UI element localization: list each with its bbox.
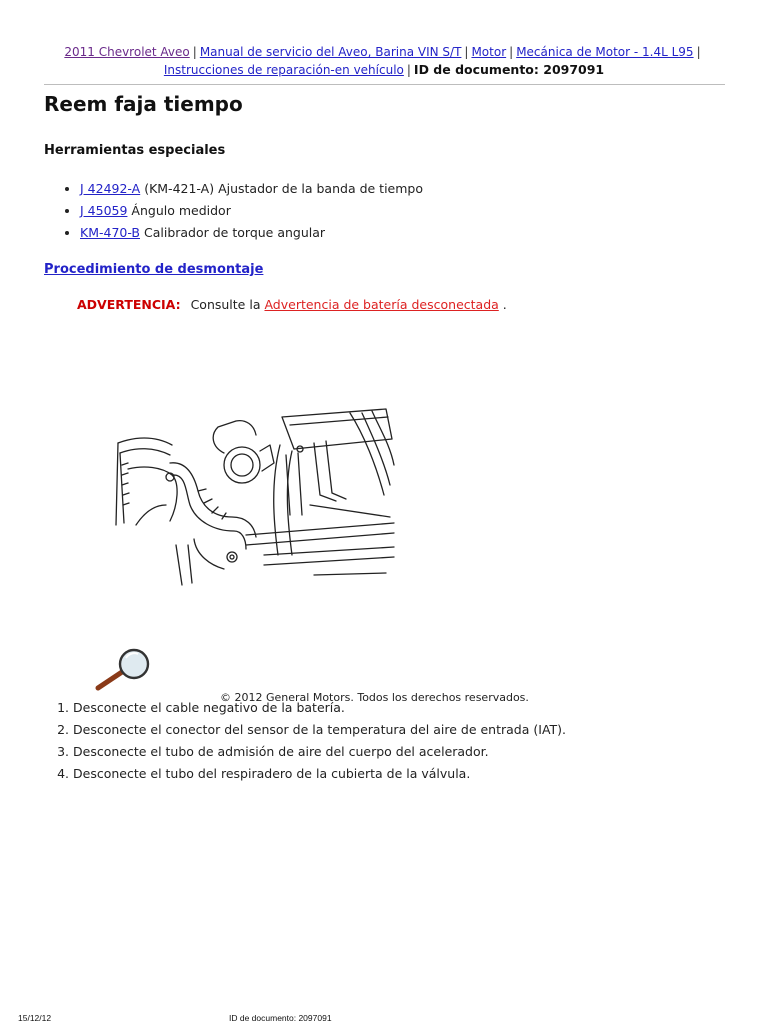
procedure-step: 4. Desconecte el tubo del respiradero de la cubierta de la válvula. xyxy=(73,763,566,785)
tool-link[interactable]: KM-470-B xyxy=(80,225,140,240)
tool-description: Ángulo medidor xyxy=(131,203,231,218)
tool-description: (KM-421-A) Ajustador de la banda de tiempo xyxy=(144,181,423,196)
procedure-step: 1. Desconecte el cable negativo de la batería. xyxy=(73,697,566,719)
breadcrumb-separator: | xyxy=(509,45,514,59)
header-divider xyxy=(44,84,725,85)
breadcrumb-separator: | xyxy=(464,45,469,59)
tool-link[interactable]: J 42492-A xyxy=(80,181,141,196)
tool-link[interactable]: J 45059 xyxy=(80,203,128,218)
warning-text-end: . xyxy=(502,297,507,312)
breadcrumb-link-motor[interactable]: Motor xyxy=(471,45,507,59)
figure-copyright: © 2012 General Motors. Todos los derechos reservados. xyxy=(220,691,529,704)
engine-illustration[interactable] xyxy=(114,405,396,595)
special-tools-heading: Herramientas especiales xyxy=(44,143,226,158)
procedure-step: 2. Desconecte el conector del sensor de la temperatura del aire de entrada (IAT). xyxy=(73,719,566,741)
breadcrumb-link-manual[interactable]: Manual de servicio del Aveo, Barina VIN S/T xyxy=(199,45,462,59)
warning-link[interactable]: Advertencia de batería desconectada xyxy=(264,297,499,312)
breadcrumb xyxy=(44,44,724,79)
procedure-steps xyxy=(54,697,566,785)
warning-label: ADVERTENCIA: xyxy=(77,297,181,312)
footer-document-id: ID de documento: 2097091 xyxy=(229,1013,332,1023)
breadcrumb-link-vehicle[interactable]: 2011 Chevrolet Aveo xyxy=(64,45,190,59)
warning-notice xyxy=(77,297,507,312)
tool-item xyxy=(80,200,423,222)
page-title: Reem faja tiempo xyxy=(44,92,243,116)
breadcrumb-link-repair-instructions[interactable]: Instrucciones de reparación-en vehículo xyxy=(163,63,404,77)
tool-description: Calibrador de torque angular xyxy=(143,225,326,240)
breadcrumb-separator: | xyxy=(192,45,197,59)
procedure-link[interactable]: Procedimiento de desmontaje xyxy=(44,262,264,277)
document-id: ID de documento: 2097091 xyxy=(413,62,605,77)
magnifying-glass-icon[interactable] xyxy=(92,646,156,694)
breadcrumb-separator: | xyxy=(406,63,411,77)
procedure-step: 3. Desconecte el tubo de admisión de aire del cuerpo del acelerador. xyxy=(73,741,566,763)
special-tools-list xyxy=(62,178,423,244)
breadcrumb-separator: | xyxy=(696,45,701,59)
breadcrumb-link-engine-mechanical[interactable]: Mecánica de Motor - 1.4L L95 xyxy=(516,45,694,59)
tool-item xyxy=(80,222,423,244)
warning-text: Consulte la xyxy=(190,297,261,312)
footer-date: 15/12/12 xyxy=(18,1013,52,1023)
tool-item xyxy=(80,178,423,200)
